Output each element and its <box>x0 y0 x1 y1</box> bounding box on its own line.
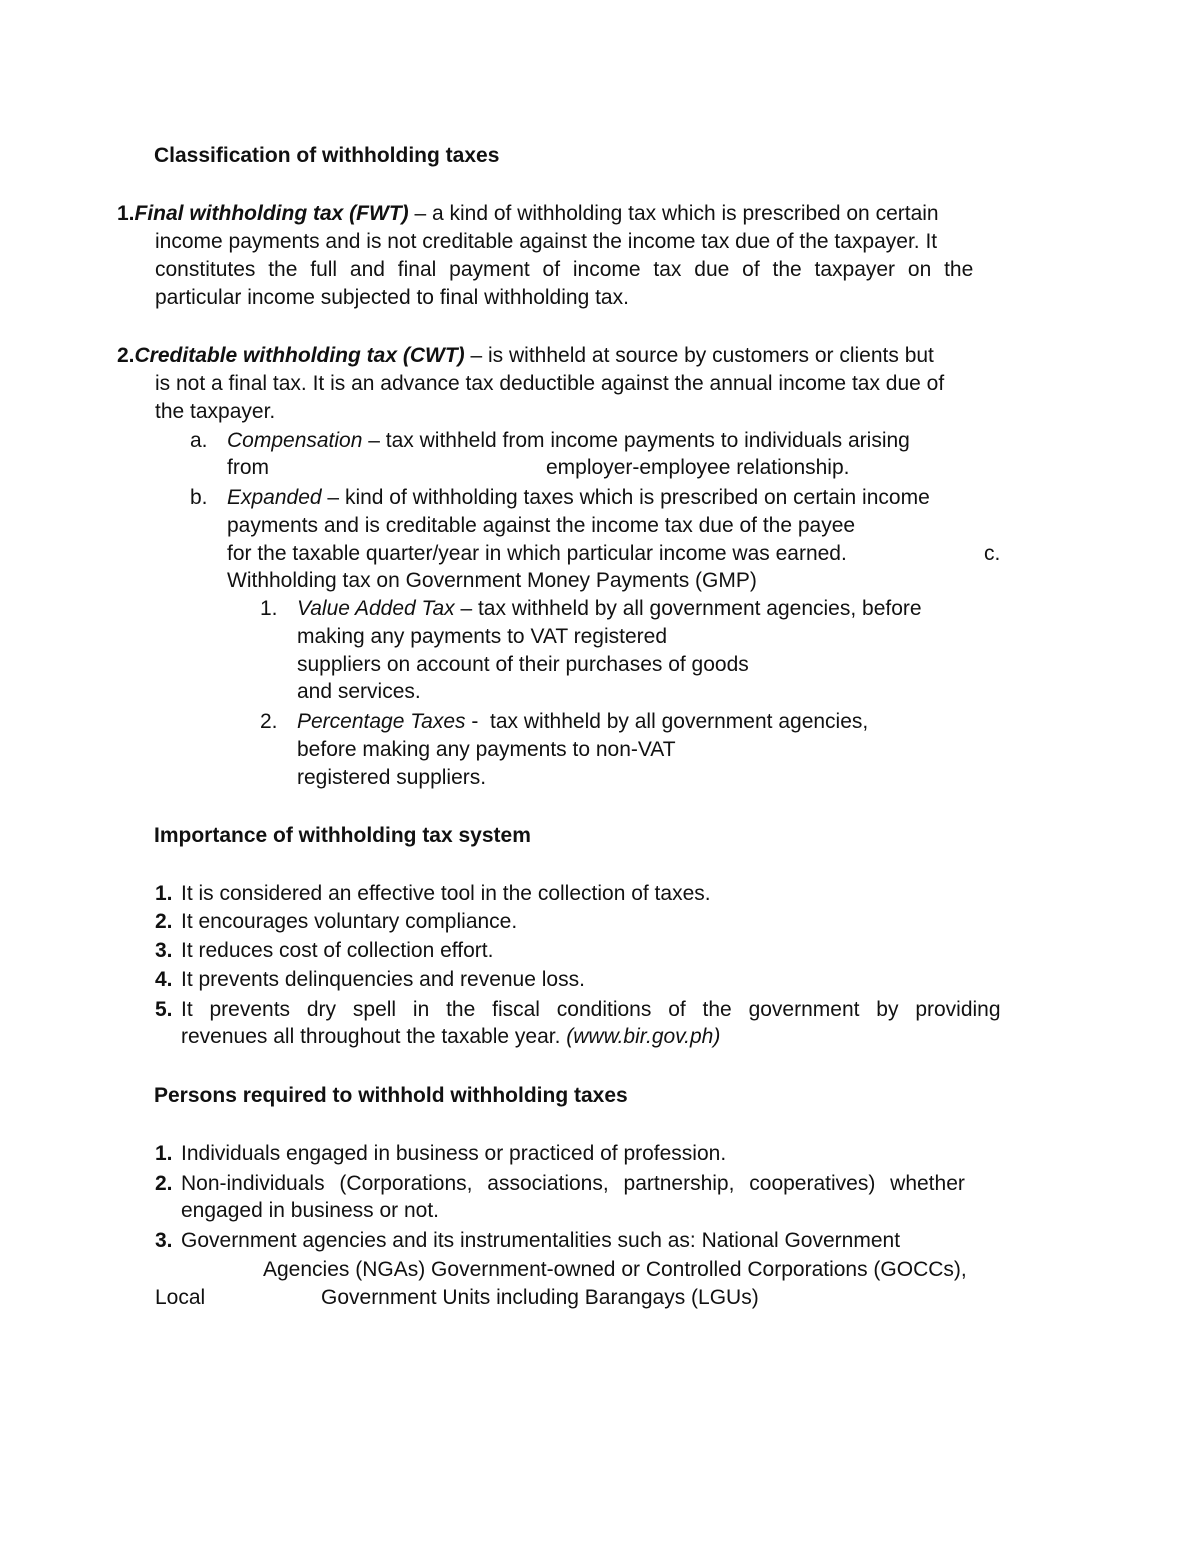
cwt-a-line-2: employer-employee relationship. <box>546 456 850 479</box>
gmp-1-line-3: suppliers on account of their purchases of goods <box>297 653 749 676</box>
fwt-line-3: constitutes the full and final payment of income tax due of the taxpayer on the <box>155 258 974 281</box>
importance-item: It prevents dry spell in the fiscal conditions of the government by providing <box>181 998 1001 1021</box>
gmp-2-line-2: before making any payments to non-VAT <box>297 738 676 761</box>
importance-item-line-2 <box>181 1023 720 1051</box>
cwt-line-1-rest: – is withheld at source by customers or clients but <box>464 344 934 367</box>
persons-item-line-2: engaged in business or not. <box>181 1199 440 1222</box>
fwt-line-1 <box>117 200 939 228</box>
importance-item: It is considered an effective tool in the collection of taxes. <box>181 882 711 905</box>
cwt-a-letter: a. <box>190 429 208 452</box>
cwt-line-2: is not a final tax. It is an advance tax deductible against the annual income tax due of <box>155 372 945 395</box>
gmp-1-line-4: and services. <box>297 680 421 703</box>
gmp-1-number: 1. <box>260 597 278 620</box>
gmp-1-line-1-rest: – tax withheld by all government agencies, before <box>454 597 922 620</box>
fwt-line-4: particular income subjected to final withholding tax. <box>155 286 629 309</box>
cwt-a-line-1 <box>227 427 910 455</box>
gmp-1-line-1 <box>297 595 922 623</box>
cwt-b-letter: b. <box>190 486 208 509</box>
importance-item: It encourages voluntary compliance. <box>181 910 518 933</box>
cwt-b-line-1 <box>227 484 930 512</box>
source-citation: (www.bir.gov.ph) <box>566 1025 721 1048</box>
classification-heading: Classification of withholding taxes <box>154 144 500 167</box>
gmp-1-term: Value Added Tax <box>297 597 455 620</box>
persons-local: Local <box>155 1286 206 1309</box>
gmp-2-term: Percentage Taxes <box>297 710 466 733</box>
cwt-c-letter: c. <box>984 542 1001 565</box>
fwt-line-1-rest: – a kind of withholding tax which is prescribed on certain <box>408 202 939 225</box>
importance-number: 2. <box>155 910 173 933</box>
fwt-term: Final withholding tax (FWT) <box>134 202 409 225</box>
persons-number: 2. <box>155 1172 173 1195</box>
importance-number: 3. <box>155 939 173 962</box>
cwt-line-1 <box>117 342 934 370</box>
cwt-a-from: from <box>227 456 269 479</box>
fwt-line-2: income payments and is not creditable against the income tax due of the taxpayer. It <box>155 230 938 253</box>
cwt-b-line-1-rest: – kind of withholding taxes which is prescribed on certain income <box>321 486 930 509</box>
persons-heading: Persons required to withhold withholding taxes <box>154 1084 628 1107</box>
importance-number: 1. <box>155 882 173 905</box>
persons-item: Non-individuals (Corporations, associations, partnership, cooperatives) whether <box>181 1172 965 1195</box>
cwt-b-term: Expanded <box>227 486 322 509</box>
cwt-c-line-1: Withholding tax on Government Money Payments (GMP) <box>227 569 757 592</box>
gmp-1-line-2: making any payments to VAT registered <box>297 625 668 648</box>
persons-item-line-3: Government Units including Barangays (LGUs) <box>321 1286 759 1309</box>
importance-heading: Importance of withholding tax system <box>154 824 531 847</box>
persons-item: Government agencies and its instrumentalities such as: National Government <box>181 1229 901 1252</box>
gmp-2-number: 2. <box>260 710 278 733</box>
cwt-a-term: Compensation <box>227 429 363 452</box>
fwt-number: 1. <box>117 202 135 225</box>
gmp-2-line-1 <box>297 708 868 736</box>
cwt-term: Creditable withholding tax (CWT) <box>134 344 465 367</box>
persons-number: 3. <box>155 1229 173 1252</box>
cwt-a-line-1-rest: – tax withheld from income payments to individuals arising <box>362 429 910 452</box>
cwt-b-line-2: payments and is creditable against the income tax due of the payee <box>227 514 856 537</box>
importance-item: It reduces cost of collection effort. <box>181 939 494 962</box>
persons-item-line-2: Agencies (NGAs) Government-owned or Controlled Corporations (GOCCs), <box>263 1258 967 1281</box>
cwt-b-line-3: for the taxable quarter/year in which particular income was earned. <box>227 542 847 565</box>
importance-item-5-line-2: revenues all throughout the taxable year. <box>181 1025 567 1048</box>
importance-number: 4. <box>155 968 173 991</box>
gmp-2-line-3: registered suppliers. <box>297 766 487 789</box>
persons-item: Individuals engaged in business or practiced of profession. <box>181 1142 727 1165</box>
importance-number: 5. <box>155 998 173 1021</box>
cwt-number: 2. <box>117 344 135 367</box>
importance-item: It prevents delinquencies and revenue loss. <box>181 968 585 991</box>
cwt-line-3: the taxpayer. <box>155 400 276 423</box>
gmp-2-line-1-rest: - tax withheld by all government agencies, <box>465 710 869 733</box>
persons-number: 1. <box>155 1142 173 1165</box>
